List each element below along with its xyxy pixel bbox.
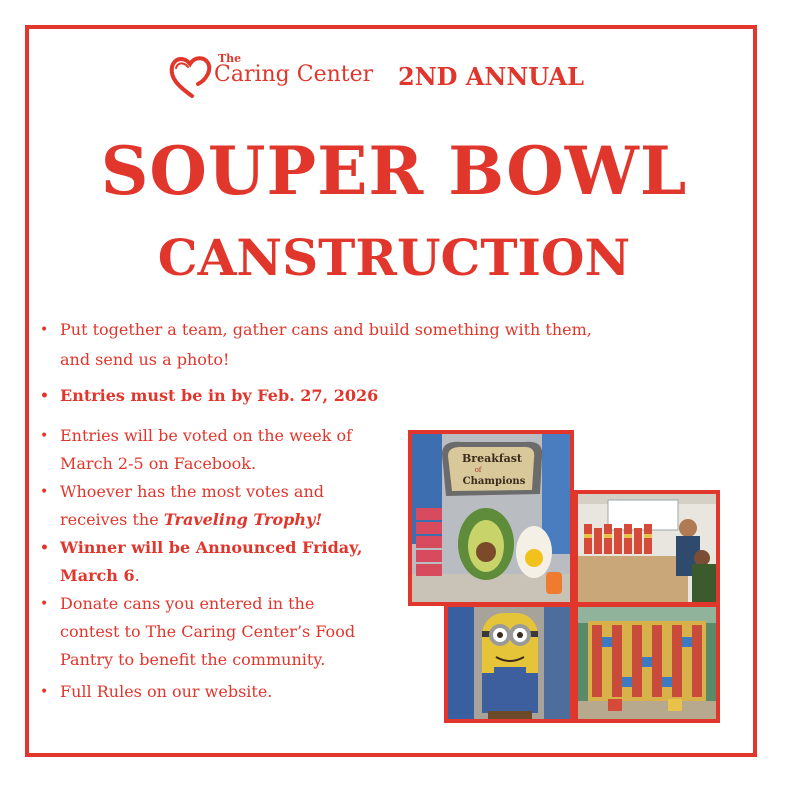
bullet-text: March 2-5 on Facebook. (60, 454, 257, 473)
title-souper-bowl: SOUPER BOWL (100, 132, 688, 210)
bullet-text: Winner will be Announced Friday, (60, 538, 363, 557)
bullet-dot: • (40, 540, 49, 556)
bullet-dot: • (40, 428, 49, 444)
title-canstruction: CANSTRUCTION (157, 228, 631, 287)
bullet-text: and send us a photo! (60, 350, 230, 369)
bullet-text: Pantry to benefit the community. (60, 650, 326, 669)
bullet-text: Entries must be in by Feb. 27, 2026 (60, 386, 379, 405)
bullet-dot: • (40, 684, 49, 700)
annual-label: 2ND ANNUAL (398, 62, 584, 91)
photo-can-wall (574, 603, 720, 723)
logo-the: The (218, 52, 242, 65)
bullet-text (60, 506, 322, 534)
logo-name: Caring Center (214, 62, 374, 87)
trophy-pre: receives the (60, 510, 164, 529)
photo-minion (444, 603, 574, 723)
photo-breakfast-of-champions (408, 430, 574, 606)
bullet-text: Donate cans you entered in the (60, 594, 315, 613)
sign-breakfast: Breakfast (462, 452, 522, 465)
bullet-text: Whoever has the most votes and (60, 482, 325, 501)
bullet-text: Entries will be voted on the week of (60, 426, 353, 445)
can-wall-photo-art (578, 607, 716, 719)
winner-period: . (134, 566, 140, 585)
sign-champions: Champions (462, 476, 526, 487)
winner-date: March 6 (60, 566, 135, 585)
photo-classroom-wall (574, 490, 720, 606)
minion-photo-art (448, 607, 570, 719)
bullet-text: contest to The Caring Center’s Food (60, 622, 356, 641)
bullet-dot: • (40, 596, 49, 612)
bullet-dot: • (40, 484, 49, 500)
traveling-trophy: Traveling Trophy! (163, 510, 323, 529)
bullet-text (60, 562, 140, 590)
bullet-dot: • (40, 322, 49, 338)
heart-icon (168, 54, 216, 100)
bullet-text: Put together a team, gather cans and build something with them, (60, 320, 592, 339)
classroom-photo-art (578, 494, 716, 602)
sign-of: of (474, 466, 482, 474)
bullet-dot: • (40, 388, 49, 404)
breakfast-photo-art (412, 434, 570, 602)
bullet-text: Full Rules on our website. (60, 682, 273, 701)
